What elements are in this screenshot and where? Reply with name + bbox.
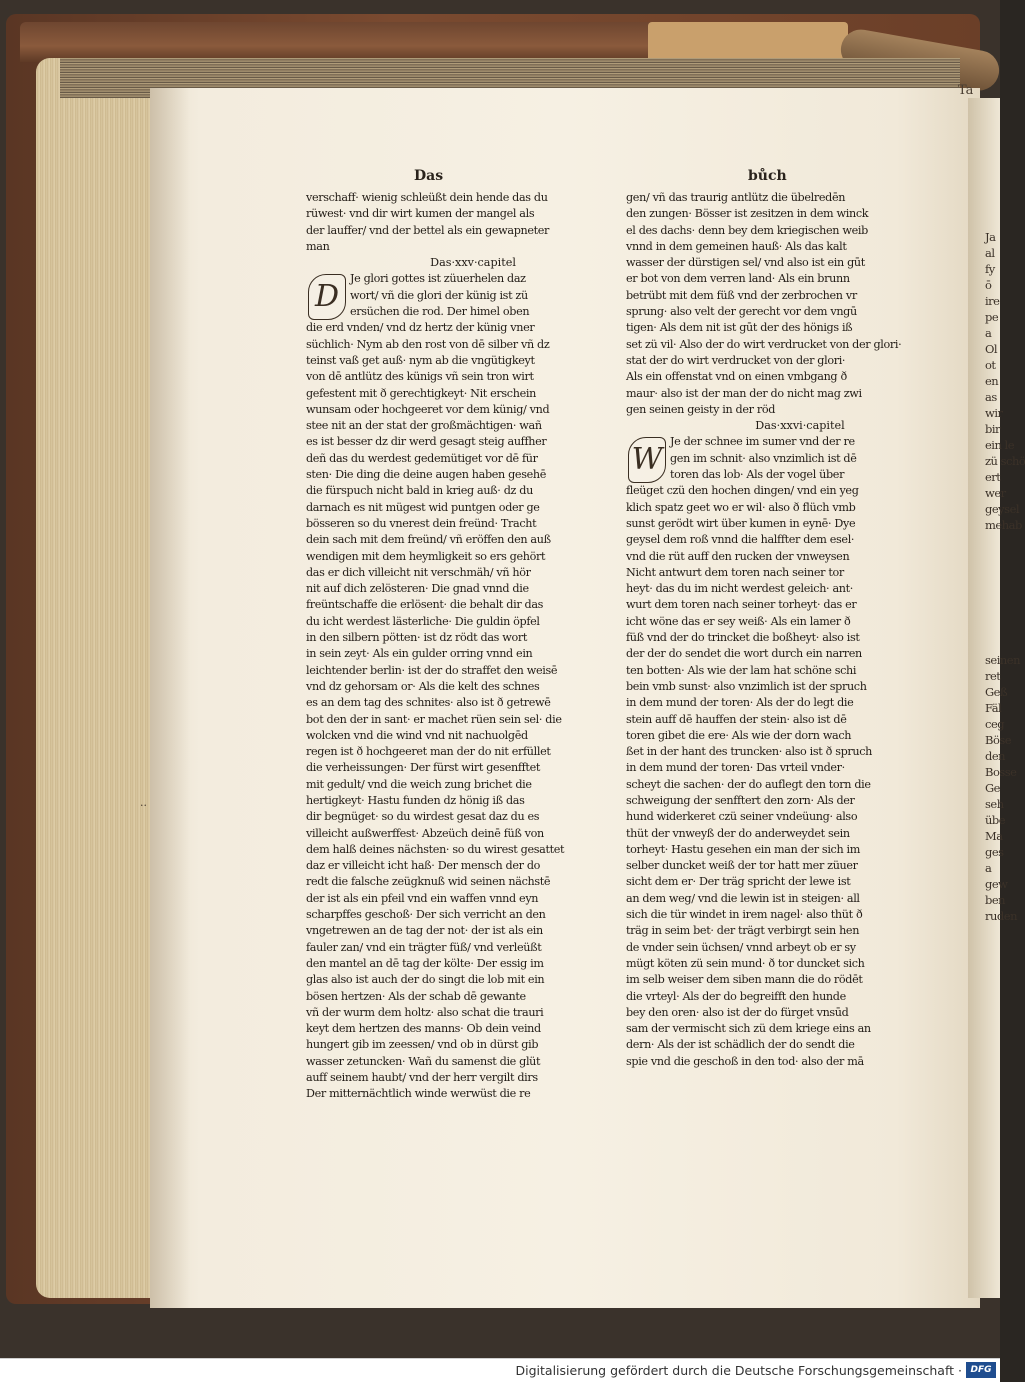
text-line: träg in seim bet· der trägt verbirgt sein hen bbox=[626, 924, 860, 938]
text-line: den mantel an dē tag der költe· Der essig im bbox=[306, 956, 544, 970]
text-line: klich spatz geet wo er wil· also ð flüch vmb bbox=[626, 500, 856, 514]
text-line: hund widerkeret czü seiner vndeüung· also bbox=[626, 810, 858, 824]
right-text-column bbox=[626, 190, 914, 1070]
fragment-text: wer bbox=[985, 486, 1006, 500]
stray-mark-gutter: ·· bbox=[140, 799, 147, 812]
dfg-logo: DFG bbox=[966, 1362, 996, 1378]
fragment-text: den bbox=[985, 749, 1006, 763]
running-head-right: bůch bbox=[748, 168, 787, 184]
text-line: bot den der in sant· er machet rüen sein sel· die bbox=[306, 712, 562, 726]
fragment-text: al bbox=[985, 246, 995, 260]
text-line: im selb weiser dem siben mann die do rödēt bbox=[626, 973, 863, 987]
fragment-text: ben bbox=[985, 893, 1006, 907]
fragment-text: ert bbox=[985, 470, 1001, 484]
text-line: regen ist ð hochgeeret man der do nit erfüllet bbox=[306, 745, 551, 759]
text-line: wasser zetuncken· Wañ du samenst die glüt bbox=[306, 1054, 541, 1068]
text-line: dein sach mit dem freünd/ vñ eröffen den auß bbox=[306, 533, 551, 547]
text-line: verschaff· wienig schleüßt dein hende das du bbox=[306, 191, 548, 204]
text-line: glas also ist auch der do singt die lob mit ein bbox=[306, 973, 545, 987]
text-line: wunsam oder hochgeeret vor dem künig/ vnd bbox=[306, 402, 550, 416]
text-line: spie vnd die geschoß in den tod· also der mā bbox=[626, 1054, 864, 1068]
text-line: sicht dem er· Der träg spricht der lewe ist bbox=[626, 875, 851, 889]
text-line: sich die tür windet in irem nagel· also thüt ð bbox=[626, 908, 863, 922]
text-line: in den silbern pötten· ist dz rödt das wort bbox=[306, 631, 528, 645]
fragment-text: Böse bbox=[985, 733, 1012, 747]
fragment-text: wir bbox=[985, 406, 1003, 420]
fragment-text: Geß bbox=[985, 685, 1008, 699]
text-line: wort/ vñ die glori der künig ist zü bbox=[350, 288, 528, 302]
text-line: stat der do wirt verdrucket von der glori· bbox=[626, 353, 846, 367]
text-line: Je der schnee im sumer vnd der re bbox=[670, 435, 855, 449]
text-line: sten· Die ding die deine augen haben gesehē bbox=[306, 468, 546, 482]
text-line: in dem mund der toren· Das vrteil vnder· bbox=[626, 761, 845, 775]
text-line: el des dachs· denn bey dem kriegischen weib bbox=[626, 223, 868, 237]
fragment-text: pe bbox=[985, 310, 999, 324]
text-line: teinst vaß get auß· nym ab die vngütigkeyt bbox=[306, 353, 535, 367]
fragment-text: mehab bbox=[985, 518, 1022, 532]
text-line: gen seinen geisty in der röd bbox=[626, 402, 776, 416]
text-line: toren gibet die ere· Als wie der dorn wach bbox=[626, 728, 852, 742]
text-line: maur· also ist der man der do nicht mag zwi bbox=[626, 386, 862, 400]
stacked-page-edges-left bbox=[36, 58, 166, 1298]
text-line: in sein zeyt· Als ein gulder orring vnnd ein bbox=[306, 647, 533, 661]
text-line: mügt köten zü sein mund· ð tor duncket sich bbox=[626, 956, 865, 970]
text-line: thüt der vnweyß der do anderweydet sein bbox=[626, 826, 850, 840]
text-line: gefestent mit ð gerechtigkeyt· Nit erschein bbox=[306, 386, 536, 400]
text-line: der lauffer/ vnd der bettel als ein gewapneter bbox=[306, 223, 550, 237]
gutter-shadow bbox=[150, 88, 190, 1308]
text-line: tigen· Als dem nit ist gūt der des hönigs iß bbox=[626, 321, 853, 335]
text-line: deñ das du werdest gedemütiget vor dē für bbox=[306, 451, 538, 465]
text-line: den zungen· Bösser ist zesitzen in dem winck bbox=[626, 207, 869, 221]
text-line: dir begnüget· so du wirdest gesat daz du es bbox=[306, 810, 540, 824]
fragment-text: seinen bbox=[985, 653, 1021, 667]
fragment-text: bir bbox=[985, 422, 1001, 436]
text-line: scharpffes geschoß· Der sich verricht an den bbox=[306, 908, 546, 922]
text-line: die erd vnden/ vnd dz hertz der künig vner bbox=[306, 321, 535, 335]
stray-mark-top: Ta bbox=[958, 83, 974, 98]
fragment-text: ges bbox=[985, 845, 1004, 859]
fragment-text: Bosse bbox=[985, 765, 1017, 779]
fragment-text: Ja bbox=[985, 230, 996, 244]
text-line: gen im schnit· also vnzimlich ist dē bbox=[670, 451, 857, 465]
text-line: villeicht außwerffest· Abzeüch deinē füß von bbox=[306, 826, 544, 840]
text-line: toren das lob· Als der vogel über bbox=[670, 468, 845, 482]
text-line: sunst gerödt wirt über kumen in eynē· Dye bbox=[626, 516, 856, 530]
text-line: Nicht antwurt dem toren nach seiner tor bbox=[626, 565, 844, 579]
text-line: vnd die rüt auff den rucken der vnweysen bbox=[626, 549, 850, 563]
text-line: darnach es nit mügest wid puntgen oder ge bbox=[306, 500, 540, 514]
text-line: Als ein offenstat vnd on einen vmbgang ð bbox=[626, 370, 847, 384]
decorated-initial: D bbox=[308, 274, 346, 320]
text-line: daz er villeicht icht haß· Der mensch der do bbox=[306, 859, 541, 873]
text-line: vnd dz gehorsam or· Als die kelt des schnes bbox=[306, 679, 540, 693]
text-line: fauler zan/ vnd ein trägter füß/ vnd verleüßt bbox=[306, 940, 542, 954]
text-line: nit auf dich zelösteren· Die gnad vnnd die bbox=[306, 582, 529, 596]
fragment-text: as bbox=[985, 390, 997, 404]
running-head-left: Das bbox=[414, 168, 444, 184]
fragment-text: ein le bbox=[985, 438, 1015, 452]
text-line: icht wöne das er sey weiß· Als ein lamer ð bbox=[626, 614, 851, 628]
text-line: dem halß deines nächsten· so du wirest gesattet bbox=[306, 842, 565, 856]
text-line: füß vnd der do trincket die boßheyt· also ist bbox=[626, 631, 860, 645]
text-line: sprung· also velt der gerecht vor dem vngū bbox=[626, 305, 857, 319]
fragment-text: en bbox=[985, 374, 999, 388]
fragment-text: ceg bbox=[985, 717, 1005, 731]
text-line: der der do sendet die wort durch ein narren bbox=[626, 647, 862, 661]
text-line: vnnd in dem gemeinen hauß· Als das kalt bbox=[626, 239, 847, 253]
text-line: de vnder sein üchsen/ vnnd arbeyt ob er sy bbox=[626, 940, 856, 954]
decorated-initial: W bbox=[628, 437, 666, 483]
text-line: hungert gib im zeessen/ vnd ob in dürst gib bbox=[306, 1038, 539, 1052]
fragment-text: ret bbox=[985, 669, 1001, 683]
text-line: stee nit an der stat der großmächtigen· wañ bbox=[306, 419, 542, 433]
text-line: süchlich· Nym ab den rost von dē silber vñ dz bbox=[306, 337, 550, 351]
text-line: geysel dem roß vnnd die halffter dem esel· bbox=[626, 533, 855, 547]
fragment-text: seh bbox=[985, 797, 1004, 811]
text-line: bösseren so du vnerest dein freünd· Tracht bbox=[306, 516, 537, 530]
fragment-text: übe bbox=[985, 813, 1006, 827]
text-line: gen/ vñ das traurig antlütz die übelredēn bbox=[626, 191, 846, 204]
text-line: ten botten· Als wie der lam hat schöne schi bbox=[626, 663, 857, 677]
text-line: schweigung der senfftert den zorn· Als der bbox=[626, 793, 855, 807]
text-line: set zü vil· Also der do wirt verdrucket von der glori· bbox=[626, 337, 902, 351]
text-line: sam der vermischt sich zü dem kriege eins an bbox=[626, 1022, 871, 1036]
fragment-text: ruden bbox=[985, 909, 1017, 923]
chapter-heading: Das·xxv·capitel bbox=[430, 256, 516, 270]
text-line: wendigen mit dem heymligkeit so ers gehört bbox=[306, 549, 546, 563]
fragment-text: gew bbox=[985, 877, 1008, 891]
text-line: Je glori gottes ist züuerhelen daz bbox=[350, 272, 526, 286]
text-line: in dem mund der toren· Als der do legt die bbox=[626, 696, 854, 710]
fragment-text: geysel bbox=[985, 502, 1020, 516]
fragment-text: ot bbox=[985, 358, 996, 372]
text-line: wolcken vnd die wind vnd nit nachuolgēd bbox=[306, 728, 528, 742]
text-line: ersüchen die rod. Der himel oben bbox=[350, 305, 530, 319]
text-line: vngetrewen an de tag der not· der ist als ein bbox=[306, 924, 543, 938]
text-line: wurt dem toren nach seiner torheyt· das er bbox=[626, 598, 857, 612]
text-line: bein vmb sunst· also vnzimlich ist der spruch bbox=[626, 679, 867, 693]
text-line: torheyt· Hastu gesehen ein man der sich im bbox=[626, 842, 861, 856]
text-line: die vrteyl· Als der do begreifft den hunde bbox=[626, 989, 846, 1003]
chapter-heading: Das·xxvi·capitel bbox=[755, 419, 845, 433]
text-line: von dē antlütz des künigs vñ sein tron wirt bbox=[306, 370, 534, 384]
text-line: leichtender berlin· ist der do straffet den weisē bbox=[306, 663, 558, 677]
text-line: wasser der dürstigen sel/ vnd also ist ein gūt bbox=[626, 256, 865, 270]
fragment-text: ire bbox=[985, 294, 1000, 308]
funding-notice: Digitalisierung gefördert durch die Deutsche Forschungsgemeinschaft · bbox=[515, 1363, 962, 1378]
fragment-text: ō bbox=[985, 278, 992, 292]
text-line: keyt dem hertzen des manns· Ob dein veind bbox=[306, 1022, 541, 1036]
text-line: stein auff dē hauffen der stein· also ist dē bbox=[626, 712, 847, 726]
text-line: hertigkeyt· Hastu funden dz hönig iß das bbox=[306, 793, 525, 807]
digitization-footer bbox=[0, 1358, 1000, 1382]
fragment-text: fy bbox=[985, 262, 995, 276]
text-line: vñ der wurm dem holtz· also schat die trauri bbox=[306, 1005, 544, 1019]
text-line: bey den oren· also ist der do fürget vnsūd bbox=[626, 1005, 849, 1019]
text-line: die verheissungen· Der fürst wirt gesenfftet bbox=[306, 761, 540, 775]
fragment-text: a bbox=[985, 861, 992, 875]
text-line: heyt· das du im nicht werdest geleich· ant· bbox=[626, 582, 853, 596]
text-line: es ist besser dz dir werd gesagt steig auffher bbox=[306, 435, 547, 449]
left-text-column bbox=[306, 190, 580, 1103]
text-line: an dem weg/ vnd die lewin ist in steigen· all bbox=[626, 891, 860, 905]
text-line: selber duncket weiß der tor hatt mer züuer bbox=[626, 859, 858, 873]
text-line: das er dich villeicht nit verschmäh/ vñ hör bbox=[306, 565, 531, 579]
text-line: redt die falsche zeügknuß wid seinen nächstē bbox=[306, 875, 551, 889]
text-line: es an dem tag des schnites· also ist ð getrewē bbox=[306, 696, 551, 710]
text-line: der ist als ein pfeil vnd ein waffen vnnd eyn bbox=[306, 891, 539, 905]
text-line: er bot von dem verren land· Als ein brunn bbox=[626, 272, 850, 286]
text-line: betrübt mit dem füß vnd der zerbrochen vr bbox=[626, 288, 857, 302]
fragment-text: Ge bbox=[985, 781, 1000, 795]
fragment-text: Fäl bbox=[985, 701, 1002, 715]
text-line: ßet in der hant des truncken· also ist ð spruch bbox=[626, 745, 873, 759]
fragment-text: Ol bbox=[985, 342, 998, 356]
text-line: man bbox=[306, 239, 330, 253]
fragment-text: a bbox=[985, 326, 992, 340]
facing-page-text-fragments bbox=[985, 230, 1025, 925]
text-line: auff seinem haubt/ vnd der herr vergilt dirs bbox=[306, 1071, 538, 1085]
text-line: bösen hertzen· Als der schab dē gewante bbox=[306, 989, 526, 1003]
text-line: dern· Als der ist schädlich der do sendt die bbox=[626, 1038, 855, 1052]
text-line: scheyt die sachen· der do auflegt den torn die bbox=[626, 777, 871, 791]
text-line: Der mitternächtlich winde werwüst die re bbox=[306, 1087, 531, 1101]
text-line: freüntschaffe die erlösent· die behalt dir das bbox=[306, 598, 544, 612]
fragment-text: zü schö bbox=[985, 454, 1025, 468]
text-line: die fürspuch nicht bald in krieg auß· dz du bbox=[306, 484, 533, 498]
text-line: du icht werdest lästerliche· Die guldin öpfel bbox=[306, 614, 540, 628]
text-line: rüwest· vnd dir wirt kumen der mangel als bbox=[306, 207, 535, 221]
text-line: fleüget czü den hochen dingen/ vnd ein yeg bbox=[626, 484, 859, 498]
fragment-text: Ma bbox=[985, 829, 1003, 843]
text-line: mit gedult/ vnd die weich zung brichet die bbox=[306, 777, 532, 791]
